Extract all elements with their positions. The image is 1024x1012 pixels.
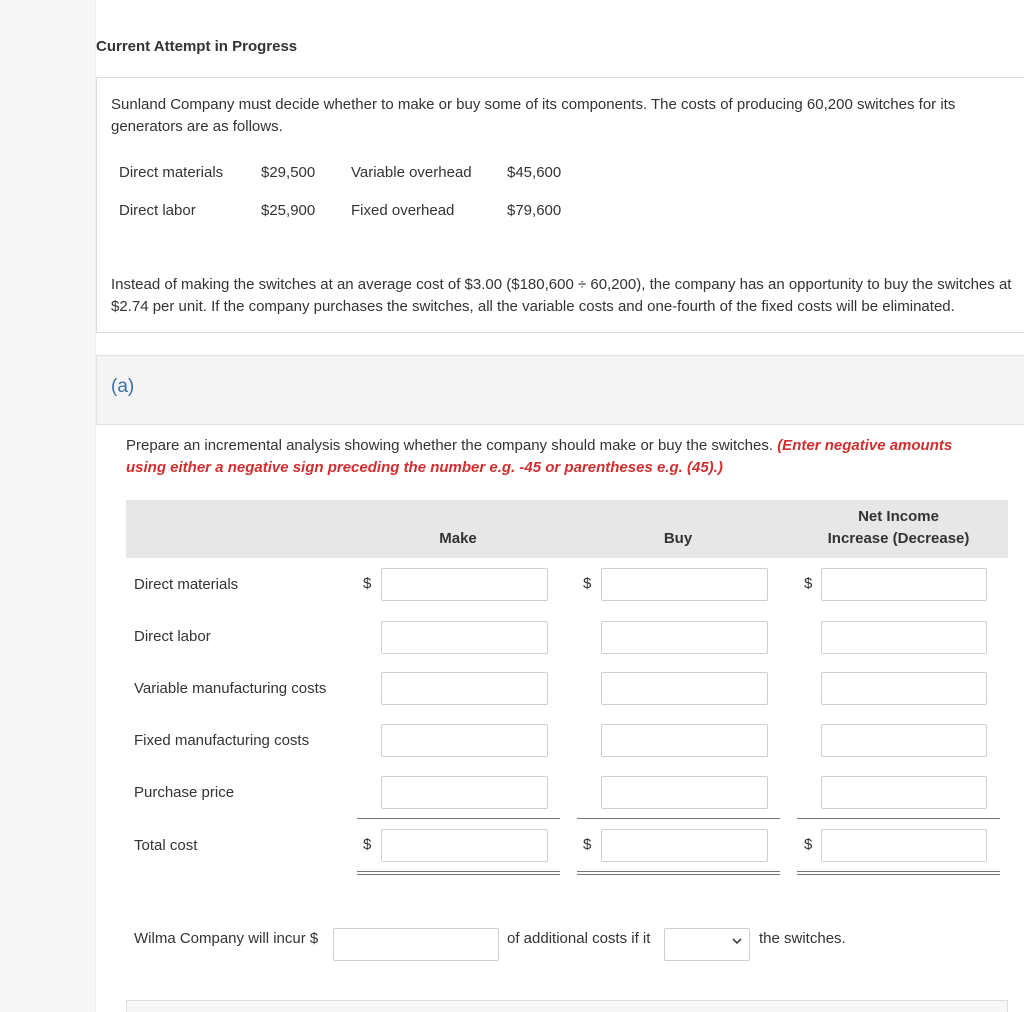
instruction-hint: (Enter negative amounts using either a negative sign preceding the number e.g. -45 or parentheses e.g. (45).) xyxy=(126,437,953,476)
conclusion-middle: of additional costs if it xyxy=(507,930,651,947)
net-total-cost-input[interactable] xyxy=(821,829,987,862)
cost-value-direct-materials: $29,500 xyxy=(261,164,316,181)
part-label: (a) xyxy=(111,376,135,397)
conclusion-suffix: the switches. xyxy=(759,930,846,947)
buy-direct-labor-input[interactable] xyxy=(601,621,768,654)
row-label-variable-costs: Variable manufacturing costs xyxy=(134,680,327,697)
col-make-header: Make xyxy=(439,530,477,547)
row-label-direct-labor: Direct labor xyxy=(134,628,211,645)
make-total-cost-input[interactable] xyxy=(381,829,548,862)
instructions xyxy=(126,435,996,479)
net-direct-materials-input[interactable] xyxy=(821,568,987,601)
dollar-sign: $ xyxy=(363,836,372,853)
col-net-header-line1: Net Income xyxy=(858,508,939,525)
net-direct-labor-input[interactable] xyxy=(821,621,987,654)
next-section-box xyxy=(126,1000,1008,1012)
subtotal-rule-make xyxy=(357,818,560,819)
total-double-rule-make xyxy=(357,874,560,875)
dollar-sign: $ xyxy=(583,836,592,853)
cost-label-variable-overhead: Variable overhead xyxy=(351,164,472,181)
chevron-down-icon xyxy=(731,935,743,950)
instruction-text: Prepare an incremental analysis showing whether the company should make or buy the switches. xyxy=(126,437,778,454)
cost-label-direct-labor: Direct labor xyxy=(119,202,196,219)
row-label-total-cost: Total cost xyxy=(134,837,198,854)
conclusion-prefix: Wilma Company will incur $ xyxy=(134,930,319,947)
col-buy-header: Buy xyxy=(663,530,693,547)
dollar-sign: $ xyxy=(804,575,813,592)
subtotal-rule-net xyxy=(797,818,1000,819)
dollar-sign: $ xyxy=(363,575,372,592)
row-label-purchase-price: Purchase price xyxy=(134,784,235,801)
problem-details: Instead of making the switches at an average cost of $3.00 ($180,600 ÷ 60,200), the company has an opportunity to buy the switches at $2.74 per unit. If the company purchases the switches, all the variable costs and one-fourth of the fixed costs will be eliminated. xyxy=(111,276,1012,315)
part-header xyxy=(96,355,1024,425)
total-double-rule-make xyxy=(357,871,560,872)
problem-intro: Sunland Company must decide whether to make or buy some of its components. The costs of producing 60,200 switches for its generators are as follows. xyxy=(111,96,956,135)
cost-value-variable-overhead: $45,600 xyxy=(507,164,562,181)
cost-value-direct-labor: $25,900 xyxy=(261,202,316,219)
col-net-header-line2: Increase (Decrease) xyxy=(827,530,970,547)
buy-purchase-price-input[interactable] xyxy=(601,776,768,809)
attempt-title: Current Attempt in Progress xyxy=(96,38,298,55)
make-purchase-price-input[interactable] xyxy=(381,776,548,809)
subtotal-rule-buy xyxy=(577,818,780,819)
total-double-rule-net xyxy=(797,874,1000,875)
total-double-rule-buy xyxy=(577,871,780,872)
make-or-buy-select[interactable] xyxy=(664,928,750,961)
net-fixed-costs-input[interactable] xyxy=(821,724,987,757)
make-direct-labor-input[interactable] xyxy=(381,621,548,654)
table-header xyxy=(126,500,1008,558)
cost-label-fixed-overhead: Fixed overhead xyxy=(351,202,455,219)
row-label-fixed-costs: Fixed manufacturing costs xyxy=(134,732,310,749)
cost-value-fixed-overhead: $79,600 xyxy=(507,202,562,219)
left-rail xyxy=(0,0,96,1012)
buy-total-cost-input[interactable] xyxy=(601,829,768,862)
cost-label-direct-materials: Direct materials xyxy=(119,164,224,181)
problem-box xyxy=(96,77,1024,333)
dollar-sign: $ xyxy=(804,836,813,853)
net-purchase-price-input[interactable] xyxy=(821,776,987,809)
additional-costs-input[interactable] xyxy=(333,928,499,961)
make-fixed-costs-input[interactable] xyxy=(381,724,548,757)
buy-fixed-costs-input[interactable] xyxy=(601,724,768,757)
buy-direct-materials-input[interactable] xyxy=(601,568,768,601)
buy-variable-costs-input[interactable] xyxy=(601,672,768,705)
row-label-direct-materials: Direct materials xyxy=(134,576,239,593)
total-double-rule-net xyxy=(797,871,1000,872)
make-direct-materials-input[interactable] xyxy=(381,568,548,601)
make-variable-costs-input[interactable] xyxy=(381,672,548,705)
net-variable-costs-input[interactable] xyxy=(821,672,987,705)
total-double-rule-buy xyxy=(577,874,780,875)
dollar-sign: $ xyxy=(583,575,592,592)
